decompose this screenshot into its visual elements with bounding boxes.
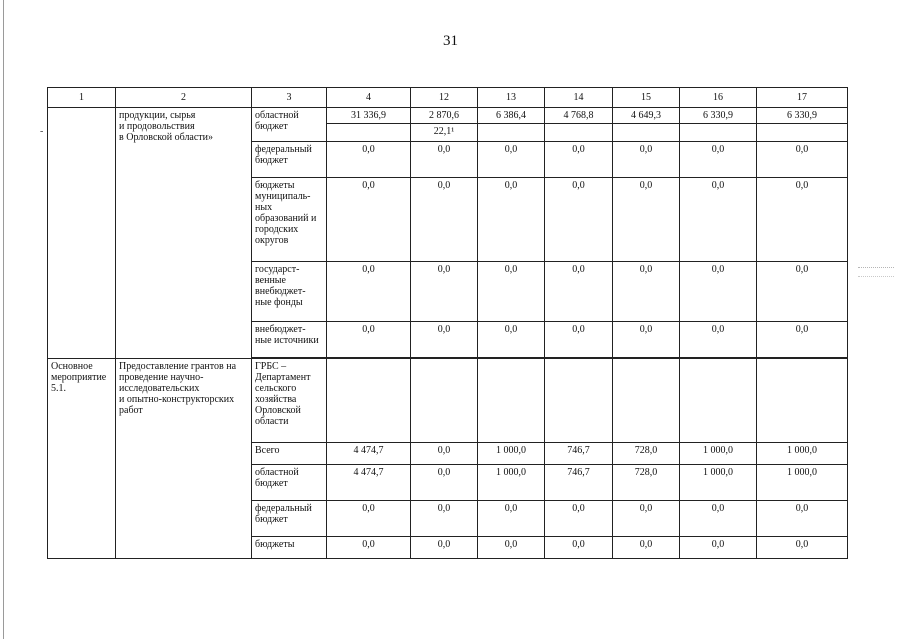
value-cell: 31 336,9: [327, 108, 411, 124]
cell-text-line: и продовольствия: [119, 121, 195, 132]
value-cell: 1 000,0: [757, 465, 848, 501]
value-cell: 1 000,0: [757, 443, 848, 465]
value-cell: 0,0: [680, 322, 757, 358]
grbs-cell: [252, 359, 327, 443]
value-cell: [613, 124, 680, 142]
value-cell: 0,0: [757, 537, 848, 559]
value-cell: 0,0: [613, 501, 680, 537]
value-cell: [545, 359, 613, 443]
funding-source-cell: [252, 262, 327, 322]
header-cell: 13: [478, 88, 545, 108]
page-number: 31: [443, 33, 458, 49]
value-cell: 0,0: [478, 322, 545, 358]
value-cell: 0,0: [327, 262, 411, 322]
value-cell: 0,0: [411, 537, 478, 559]
cell-text-line: федеральный: [255, 503, 312, 514]
value-cell: 0,0: [478, 262, 545, 322]
funding-source-cell: [252, 108, 327, 142]
event-number-cell: [48, 108, 116, 359]
cell-text-line: в Орловской области»: [119, 132, 214, 143]
value-cell: 0,0: [411, 142, 478, 178]
value-cell: 6 330,9: [757, 108, 848, 124]
event-description-cell: [116, 108, 252, 359]
value-cell: 0,0: [411, 322, 478, 358]
budget-table: [47, 87, 848, 559]
value-cell: 1 000,0: [680, 465, 757, 501]
cell-text-line: бюджеты: [255, 539, 295, 550]
value-cell: 0,0: [478, 178, 545, 262]
value-cell: [478, 359, 545, 443]
cell-text-line: бюджет: [255, 514, 288, 525]
value-cell: 728,0: [613, 465, 680, 501]
scan-artifact: [858, 267, 894, 277]
value-cell: 0,0: [680, 262, 757, 322]
header-cell: 3: [252, 88, 327, 108]
value-cell: 6 330,9: [680, 108, 757, 124]
header-cell: 16: [680, 88, 757, 108]
value-cell: 0,0: [680, 178, 757, 262]
header-cell: 14: [545, 88, 613, 108]
table-row: [48, 108, 848, 124]
value-cell: 1 000,0: [478, 465, 545, 501]
cell-text-line: ные фонды: [255, 297, 303, 308]
value-cell: [478, 124, 545, 142]
value-cell: 0,0: [680, 142, 757, 178]
funding-source-cell: [252, 443, 327, 465]
value-cell: 4 768,8: [545, 108, 613, 124]
value-cell: [411, 359, 478, 443]
value-cell: 0,0: [411, 262, 478, 322]
value-cell: 0,0: [757, 178, 848, 262]
value-cell: 0,0: [327, 501, 411, 537]
value-cell: 0,0: [757, 142, 848, 178]
value-cell: 0,0: [545, 142, 613, 178]
value-cell: 0,0: [478, 537, 545, 559]
value-cell: 0,0: [613, 178, 680, 262]
value-cell: 22,1¹: [411, 124, 478, 142]
value-cell: [680, 124, 757, 142]
cell-text-line: федеральный: [255, 144, 312, 155]
table-row: [48, 359, 848, 443]
value-cell: 0,0: [613, 322, 680, 358]
cell-text-line: городских: [255, 224, 299, 235]
cell-text-line: хозяйства: [255, 394, 297, 405]
value-cell: 0,0: [680, 537, 757, 559]
cell-text-line: муниципаль-: [255, 191, 311, 202]
cell-text-line: мероприятие: [51, 372, 107, 383]
cell-text-line: работ: [119, 405, 143, 416]
value-cell: [545, 124, 613, 142]
cell-text-line: ГРБС –: [255, 361, 287, 372]
cell-text-line: продукции, сырья: [119, 110, 196, 121]
header-row: [48, 88, 848, 108]
value-cell: 0,0: [680, 501, 757, 537]
cell-text-line: бюджет: [255, 478, 288, 489]
value-cell: 4 649,3: [613, 108, 680, 124]
header-cell: 1: [48, 88, 116, 108]
funding-source-cell: [252, 501, 327, 537]
value-cell: 4 474,7: [327, 465, 411, 501]
value-cell: 2 870,6: [411, 108, 478, 124]
cell-text-line: венные: [255, 275, 286, 286]
value-cell: 0,0: [757, 262, 848, 322]
header-cell: 17: [757, 88, 848, 108]
cell-text-line: области: [255, 416, 289, 427]
cell-text-line: проведение научно-: [119, 372, 204, 383]
cell-text-line: сельского: [255, 383, 297, 394]
cell-text-line: исследовательских: [119, 383, 200, 394]
value-cell: [757, 359, 848, 443]
value-cell: 0,0: [545, 501, 613, 537]
cell-text-line: бюджет: [255, 155, 288, 166]
value-cell: 1 000,0: [680, 443, 757, 465]
value-cell: 0,0: [545, 178, 613, 262]
value-cell: 0,0: [613, 537, 680, 559]
cell-text-line: ных: [255, 202, 273, 213]
value-cell: 0,0: [478, 142, 545, 178]
value-cell: 0,0: [327, 537, 411, 559]
value-cell: [327, 359, 411, 443]
value-cell: 0,0: [757, 501, 848, 537]
header-cell: 2: [116, 88, 252, 108]
cell-text-line: государст-: [255, 264, 300, 275]
value-cell: 0,0: [613, 262, 680, 322]
cell-text-line: Орловской: [255, 405, 301, 416]
cell-text-line: Основное: [51, 361, 93, 372]
value-cell: 0,0: [411, 178, 478, 262]
cell-text-line: Всего: [255, 445, 280, 456]
event-description-cell: [116, 359, 252, 559]
funding-source-cell: [252, 142, 327, 178]
margin-mark: -: [40, 126, 44, 137]
value-cell: 6 386,4: [478, 108, 545, 124]
value-cell: 0,0: [411, 465, 478, 501]
funding-source-cell: [252, 178, 327, 262]
event-number-cell: [48, 359, 116, 559]
value-cell: 746,7: [545, 443, 613, 465]
value-cell: 0,0: [478, 501, 545, 537]
cell-text-line: областной: [255, 467, 299, 478]
value-cell: 728,0: [613, 443, 680, 465]
value-cell: 0,0: [411, 501, 478, 537]
value-cell: 0,0: [545, 262, 613, 322]
cell-text-line: внебюджет-: [255, 324, 306, 335]
value-cell: 4 474,7: [327, 443, 411, 465]
scan-left-edge: [3, 0, 4, 639]
value-cell: 746,7: [545, 465, 613, 501]
value-cell: 0,0: [411, 443, 478, 465]
funding-source-cell: [252, 322, 327, 358]
value-cell: [327, 124, 411, 142]
cell-text-line: округов: [255, 235, 289, 246]
cell-text-line: внебюджет-: [255, 286, 306, 297]
cell-text-line: ные источники: [255, 335, 319, 346]
cell-text-line: бюджет: [255, 121, 288, 132]
value-cell: 0,0: [545, 537, 613, 559]
cell-text-line: и опытно-конструкторских: [119, 394, 235, 405]
header-cell: 12: [411, 88, 478, 108]
cell-text-line: областной: [255, 110, 299, 121]
cell-text-line: образований и: [255, 213, 317, 224]
funding-source-cell: [252, 537, 327, 559]
value-cell: [680, 359, 757, 443]
cell-text-line: Предоставление грантов на: [119, 361, 237, 372]
value-cell: 1 000,0: [478, 443, 545, 465]
value-cell: [757, 124, 848, 142]
header-cell: 15: [613, 88, 680, 108]
header-cell: 4: [327, 88, 411, 108]
value-cell: [613, 359, 680, 443]
cell-text-line: Департамент: [255, 372, 311, 383]
value-cell: 0,0: [757, 322, 848, 358]
value-cell: 0,0: [545, 322, 613, 358]
value-cell: 0,0: [327, 142, 411, 178]
funding-source-cell: [252, 465, 327, 501]
value-cell: 0,0: [613, 142, 680, 178]
cell-text-line: бюджеты: [255, 180, 295, 191]
value-cell: 0,0: [327, 322, 411, 358]
value-cell: 0,0: [327, 178, 411, 262]
cell-text-line: 5.1.: [51, 383, 66, 394]
